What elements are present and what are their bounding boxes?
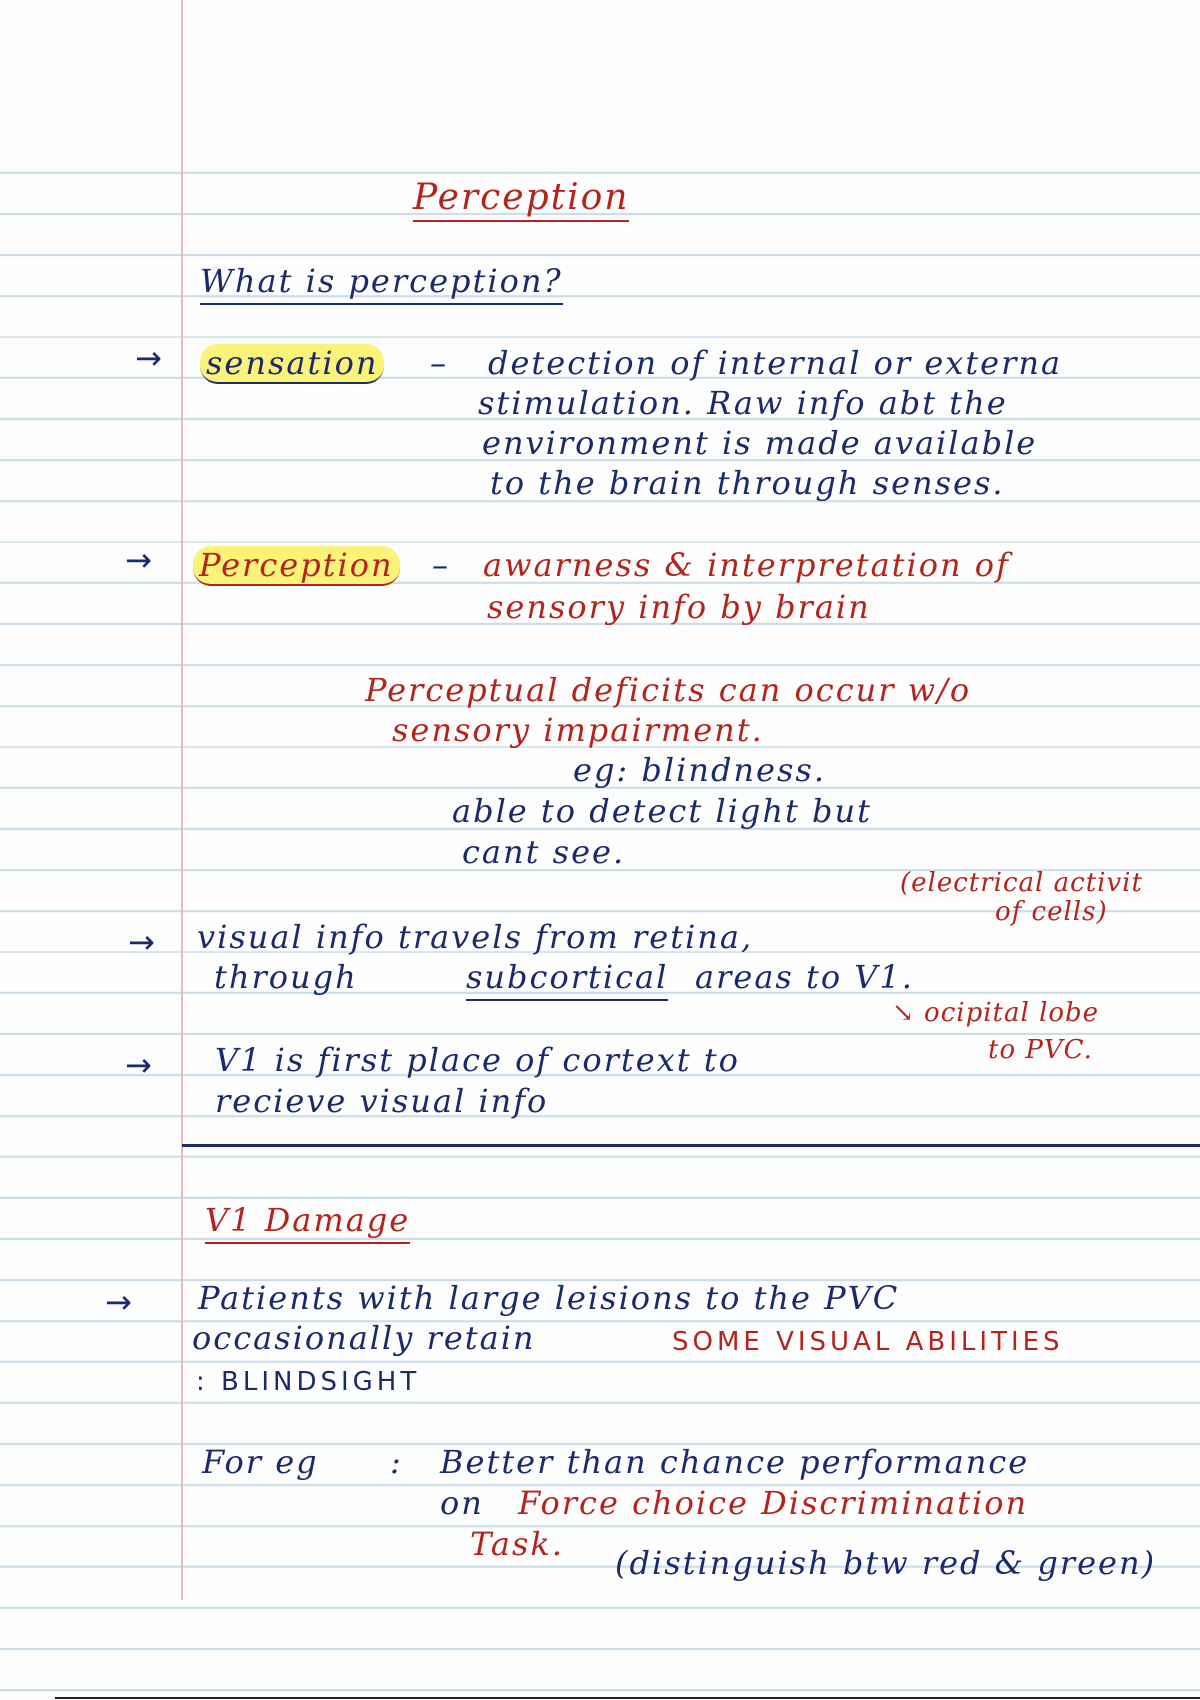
perception-term — [193, 545, 400, 585]
sensation-line-2: stimulation. Raw info abt the — [478, 384, 1008, 422]
example-label: For eg — [202, 1443, 319, 1481]
visual-line-1: visual info travels from retina, — [197, 918, 754, 956]
arrow-icon: → — [105, 1283, 134, 1321]
visual-side-note-2: to PVC. — [988, 1035, 1093, 1065]
arrow-icon: → — [125, 541, 154, 579]
deficits-line-2: sensory impairment. — [392, 711, 764, 749]
arrow-icon: → — [135, 339, 164, 377]
example-line-2a: on — [440, 1484, 484, 1522]
perception-term-text: Perception — [193, 546, 400, 586]
perception-line-2: sensory info by brain — [487, 588, 871, 626]
sensation-line-4: to the brain through senses. — [490, 464, 1005, 502]
sensation-line-1: detection of internal or externa — [488, 344, 1063, 382]
perception-dash: – — [432, 546, 450, 584]
visual-note: (electrical activit — [900, 868, 1143, 898]
damage-line-3: : BLINDSIGHT — [196, 1367, 421, 1397]
visual-subcortical: subcortical — [466, 957, 668, 1001]
deficits-line-1: Perceptual deficits can occur w/o — [365, 671, 972, 709]
visual-line-2c: areas to V1. — [695, 958, 914, 996]
arrow-icon: → — [125, 1046, 154, 1084]
perception-line-1: awarness & interpretation of — [483, 546, 1010, 584]
v1-line-1: V1 is first place of cortext to — [215, 1041, 740, 1079]
v1-line-2: recieve visual info — [215, 1082, 549, 1120]
sensation-dash: – — [430, 344, 448, 382]
sensation-term-text: sensation — [200, 344, 384, 384]
sensation-line-3: environment is made available — [482, 424, 1038, 462]
bottom-rule — [55, 1697, 1200, 1699]
page-title: Perception — [413, 178, 629, 222]
damage-line-1: Patients with large leisions to the PVC — [198, 1279, 900, 1317]
page-header-space — [0, 0, 1200, 168]
example-colon: : — [390, 1443, 403, 1481]
visual-side-note: ↘ ocipital lobe — [892, 998, 1100, 1028]
example-line-1: Better than chance performance — [440, 1443, 1030, 1481]
section-divider — [182, 1144, 1200, 1147]
deficits-detail-1: able to detect light but — [452, 792, 872, 830]
margin-line — [181, 0, 183, 1600]
damage-line-2a: occasionally retain — [192, 1319, 536, 1357]
sensation-term — [200, 343, 384, 383]
deficits-example: eg: blindness. — [573, 751, 826, 789]
visual-line-2a: through — [214, 958, 358, 996]
damage-line-2b: SOME VISUAL ABILITIES — [672, 1327, 1064, 1357]
question-heading: What is perception? — [200, 261, 563, 305]
arrow-icon: → — [128, 923, 157, 961]
example-line-3: Task. — [470, 1525, 564, 1563]
example-paren: (distinguish btw red & green) — [615, 1544, 1157, 1582]
damage-heading: V1 Damage — [205, 1200, 410, 1244]
example-line-2b: Force choice Discrimination — [518, 1484, 1029, 1522]
visual-note-2: of cells) — [995, 897, 1108, 927]
deficits-detail-2: cant see. — [462, 833, 626, 871]
